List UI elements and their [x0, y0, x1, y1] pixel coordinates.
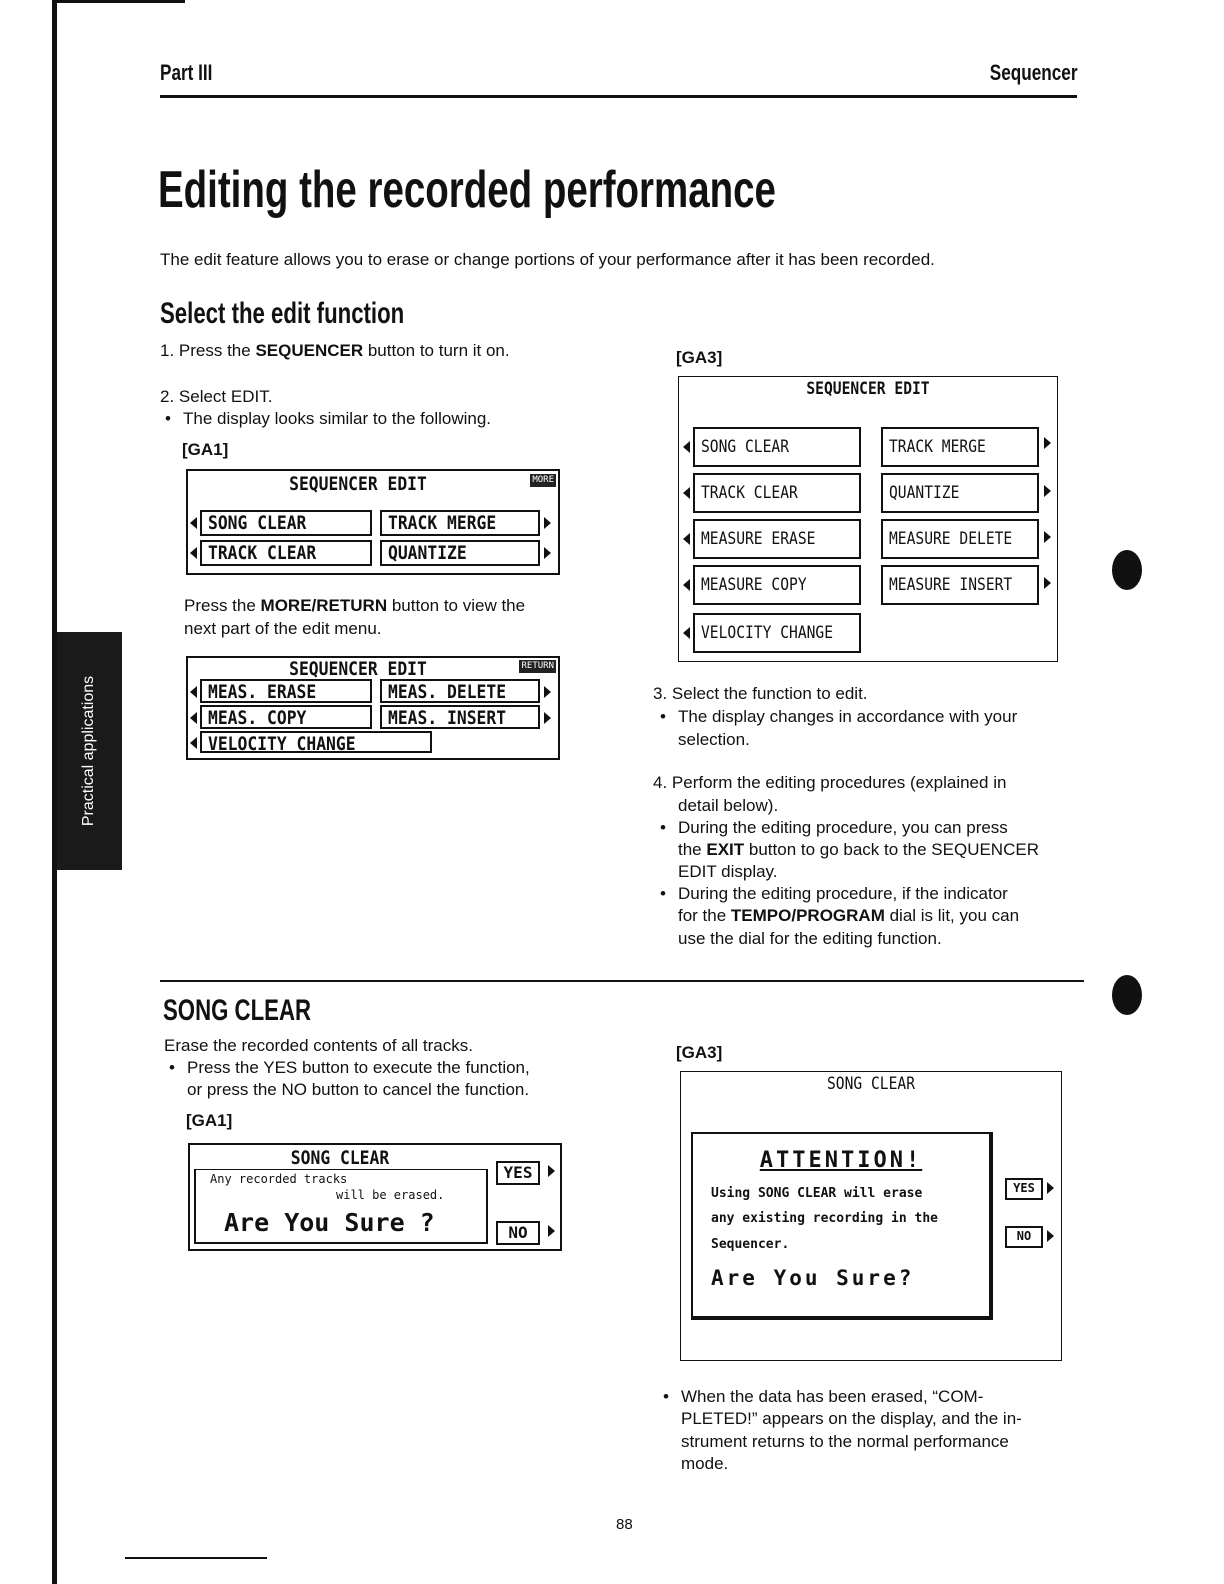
completed-note: • When the data has been erased, “COM-	[681, 1385, 1083, 1408]
track-merge-button[interactable]: TRACK MERGE	[881, 427, 1039, 467]
left-arrow-icon	[190, 712, 197, 724]
message-line-2: will be erased.	[336, 1188, 445, 1202]
completed-note-l3: strument returns to the normal performance	[681, 1432, 1009, 1451]
step-4-bullet-2-l3: use the dial for the editing function.	[678, 929, 942, 948]
step-4: 4. Perform the editing procedures (explained in	[653, 773, 1007, 792]
display-title: SONG CLEAR	[290, 1147, 390, 1169]
return-indicator: RETURN	[521, 661, 554, 671]
left-arrow-icon	[190, 686, 197, 698]
header-part: Part III	[160, 60, 213, 85]
song-clear-description: Erase the recorded contents of all tracks.	[164, 1036, 473, 1055]
completed-note-l4: mode.	[681, 1454, 729, 1473]
ga1-label: [GA1]	[182, 440, 229, 459]
attention-box	[691, 1132, 993, 1320]
step-3-bullet: • The display changes in accordance with your	[678, 705, 1017, 728]
message-line-1: Any recorded tracks	[210, 1172, 348, 1186]
step-4-bullet-1-l2: the EXIT button to go back to the SEQUENCER	[678, 840, 1039, 859]
yes-button[interactable]: YES	[496, 1161, 540, 1185]
velocity-change-button[interactable]: VELOCITY CHANGE	[200, 731, 432, 753]
step-4-bullet-1-l3: EDIT display.	[678, 862, 778, 881]
ga1-sequencer-edit-display-2	[186, 656, 560, 760]
right-arrow-icon	[1044, 485, 1051, 497]
display-title: SEQUENCER EDIT	[806, 379, 930, 399]
left-arrow-icon	[190, 547, 197, 559]
ga3-sequencer-edit-display	[678, 376, 1058, 662]
left-arrow-icon	[683, 487, 690, 499]
page-number: 88	[616, 1516, 633, 1533]
left-arrow-icon	[190, 737, 197, 749]
right-arrow-icon	[1044, 437, 1051, 449]
track-clear-button[interactable]: TRACK CLEAR	[200, 540, 372, 566]
completed-note-l2: PLETED!” appears on the display, and the in-	[681, 1409, 1022, 1428]
binder-hole	[1112, 975, 1142, 1015]
meas-delete-button[interactable]: MEAS. DELETE	[380, 679, 540, 703]
message-line-3: Sequencer.	[711, 1237, 790, 1252]
ga1-sequencer-edit-display	[186, 469, 560, 575]
right-arrow-icon	[1047, 1230, 1054, 1242]
song-clear-ga1-label: [GA1]	[186, 1111, 233, 1130]
right-arrow-icon	[544, 712, 551, 724]
display-title: SEQUENCER EDIT	[289, 473, 427, 495]
section-divider	[160, 980, 1084, 982]
velocity-change-button[interactable]: VELOCITY CHANGE	[693, 613, 861, 653]
page-edge-bottom	[125, 1557, 267, 1559]
confirm-question: Are You Sure?	[711, 1266, 915, 1290]
page-edge-top	[55, 0, 185, 3]
no-button[interactable]: NO	[1005, 1226, 1043, 1248]
step-4-bullet-2-l2: for the TEMPO/PROGRAM dial is lit, you can	[678, 906, 1020, 925]
meas-copy-button[interactable]: MEAS. COPY	[200, 705, 372, 729]
right-arrow-icon	[548, 1165, 555, 1177]
measure-copy-button[interactable]: MEASURE COPY	[693, 565, 861, 605]
header-rule	[160, 95, 1077, 98]
ga3-song-clear-display	[680, 1071, 1062, 1361]
song-clear-bullet-cont: or press the NO button to cancel the function.	[187, 1080, 530, 1099]
yes-button[interactable]: YES	[1005, 1178, 1043, 1200]
measure-delete-button[interactable]: MEASURE DELETE	[881, 519, 1039, 559]
section-heading-song-clear: SONG CLEAR	[163, 994, 312, 1027]
right-arrow-icon	[1047, 1182, 1054, 1194]
left-arrow-icon	[683, 533, 690, 545]
binder-hole	[1112, 550, 1142, 590]
right-arrow-icon	[548, 1225, 555, 1237]
message-line-2: any existing recording in the	[711, 1211, 938, 1226]
step-1: 1. Press the SEQUENCER button to turn it on.	[160, 341, 510, 360]
ga1-song-clear-display	[188, 1143, 562, 1251]
intro-text: The edit feature allows you to erase or change portions of your performance after it has been recorded.	[160, 250, 935, 269]
track-clear-button[interactable]: TRACK CLEAR	[693, 473, 861, 513]
step-3: 3. Select the function to edit.	[653, 684, 868, 703]
header-section: Sequencer	[989, 60, 1077, 85]
attention-heading: ATTENTION!	[759, 1148, 923, 1173]
left-arrow-icon	[190, 517, 197, 529]
measure-insert-button[interactable]: MEASURE INSERT	[881, 565, 1039, 605]
step-4-bullet-2: • During the editing procedure, if the indicator	[678, 882, 1008, 905]
page-title: Editing the recorded performance	[158, 161, 776, 219]
left-arrow-icon	[683, 627, 690, 639]
message-box	[194, 1169, 488, 1244]
step-4-cont: detail below).	[678, 796, 779, 815]
quantize-button[interactable]: QUANTIZE	[380, 540, 540, 566]
message-line-1: Using SONG CLEAR will erase	[711, 1186, 923, 1201]
display-title: SONG CLEAR	[826, 1074, 916, 1094]
ga3-label: [GA3]	[676, 348, 723, 367]
step-2-bullet: • The display looks similar to the following.	[183, 407, 491, 430]
no-button[interactable]: NO	[496, 1221, 540, 1245]
step-4-bullet-1: • During the editing procedure, you can press	[678, 816, 1008, 839]
song-clear-bullet: • Press the YES button to execute the function,	[187, 1056, 530, 1079]
song-clear-ga3-label: [GA3]	[676, 1043, 723, 1062]
measure-erase-button[interactable]: MEASURE ERASE	[693, 519, 861, 559]
step-2: 2. Select EDIT.	[160, 387, 273, 406]
quantize-button[interactable]: QUANTIZE	[881, 473, 1039, 513]
meas-insert-button[interactable]: MEAS. INSERT	[380, 705, 540, 729]
display-title: SEQUENCER EDIT	[289, 658, 427, 680]
track-merge-button[interactable]: TRACK MERGE	[380, 510, 540, 536]
more-return-text: Press the MORE/RETURN button to view the	[184, 596, 526, 615]
right-arrow-icon	[1044, 577, 1051, 589]
confirm-question: Are You Sure ?	[224, 1208, 435, 1237]
more-indicator: MORE	[532, 475, 554, 485]
meas-erase-button[interactable]: MEAS. ERASE	[200, 679, 372, 703]
more-return-text-2: next part of the edit menu.	[184, 619, 382, 638]
song-clear-button[interactable]: SONG CLEAR	[693, 427, 861, 467]
section-heading-select: Select the edit function	[160, 297, 405, 330]
step-3-bullet-cont: selection.	[678, 730, 750, 749]
side-tab-label: Practical applications	[80, 675, 97, 827]
song-clear-button[interactable]: SONG CLEAR	[200, 510, 372, 536]
left-arrow-icon	[683, 441, 690, 453]
right-arrow-icon	[544, 547, 551, 559]
right-arrow-icon	[544, 686, 551, 698]
right-arrow-icon	[1044, 531, 1051, 543]
right-arrow-icon	[544, 517, 551, 529]
left-arrow-icon	[683, 579, 690, 591]
